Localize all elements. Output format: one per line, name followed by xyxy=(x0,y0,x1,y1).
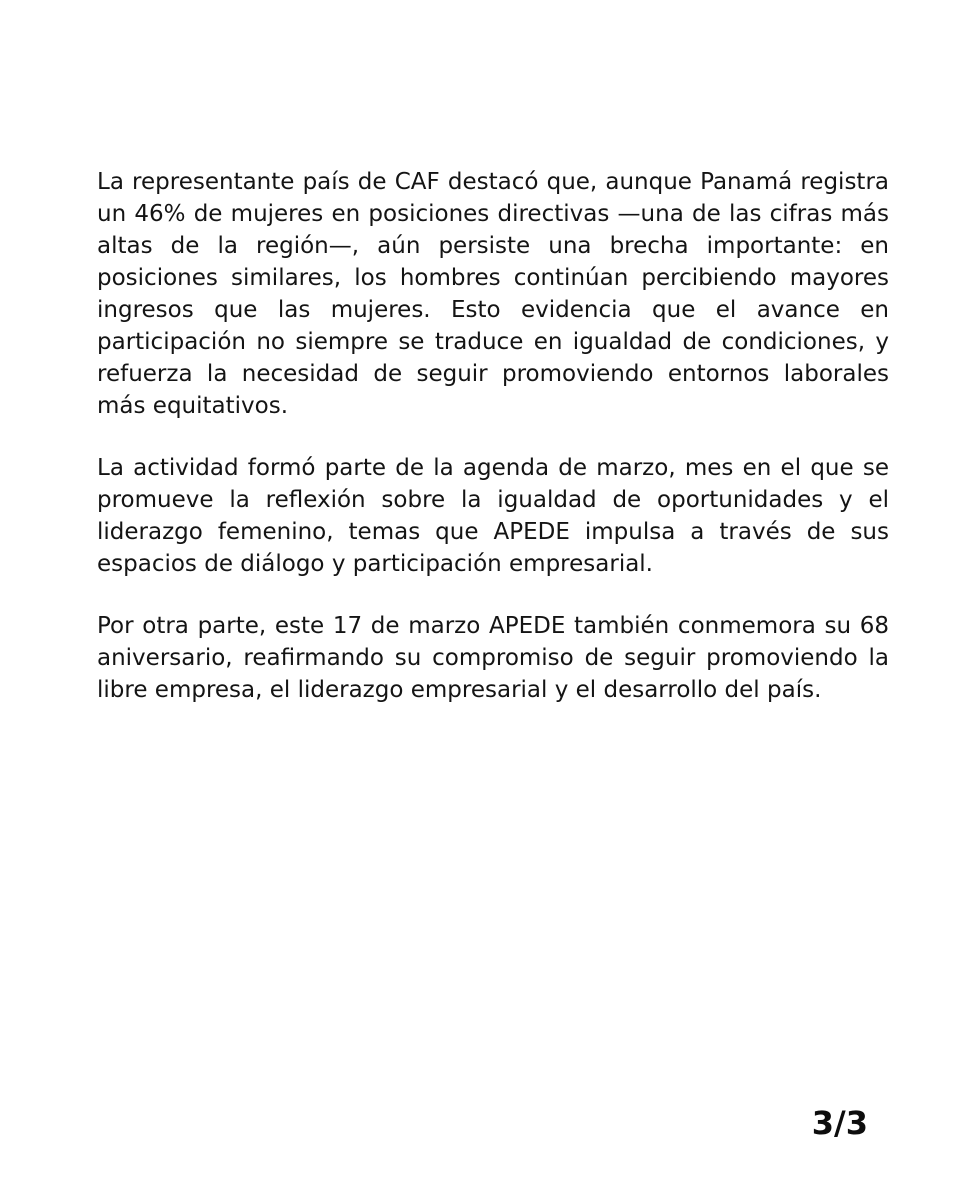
article-paragraph-1: La representante país de CAF destacó que, aunque Panamá registra un 46% de mujeres en posiciones directivas —una de las cifras más altas de la región—, aún persiste una brecha importante: en posiciones similares, los hombres continúan percibiendo mayores ingresos que las mujeres. Esto evidencia que el avance en participación no siempre se traduce en igualdad de condiciones, y refuerza la necesidad de seguir promoviendo entornos laborales más equitativos. xyxy=(97,169,889,419)
article-paragraph-3: Por otra parte, este 17 de marzo APEDE también conmemora su 68 aniversario, reafirmando su compromiso de seguir promoviendo la libre empresa, el liderazgo empresarial y el desarrollo del país. xyxy=(97,613,889,703)
article-paragraph-2: La actividad formó parte de la agenda de marzo, mes en el que se promueve la reflexión sobre la igualdad de oportunidades y el liderazgo femenino, temas que APEDE impulsa a través de sus espacios de diálogo y participación empresarial. xyxy=(97,455,889,577)
article-body xyxy=(97,166,889,706)
page-indicator: 3/3 xyxy=(811,1104,868,1142)
